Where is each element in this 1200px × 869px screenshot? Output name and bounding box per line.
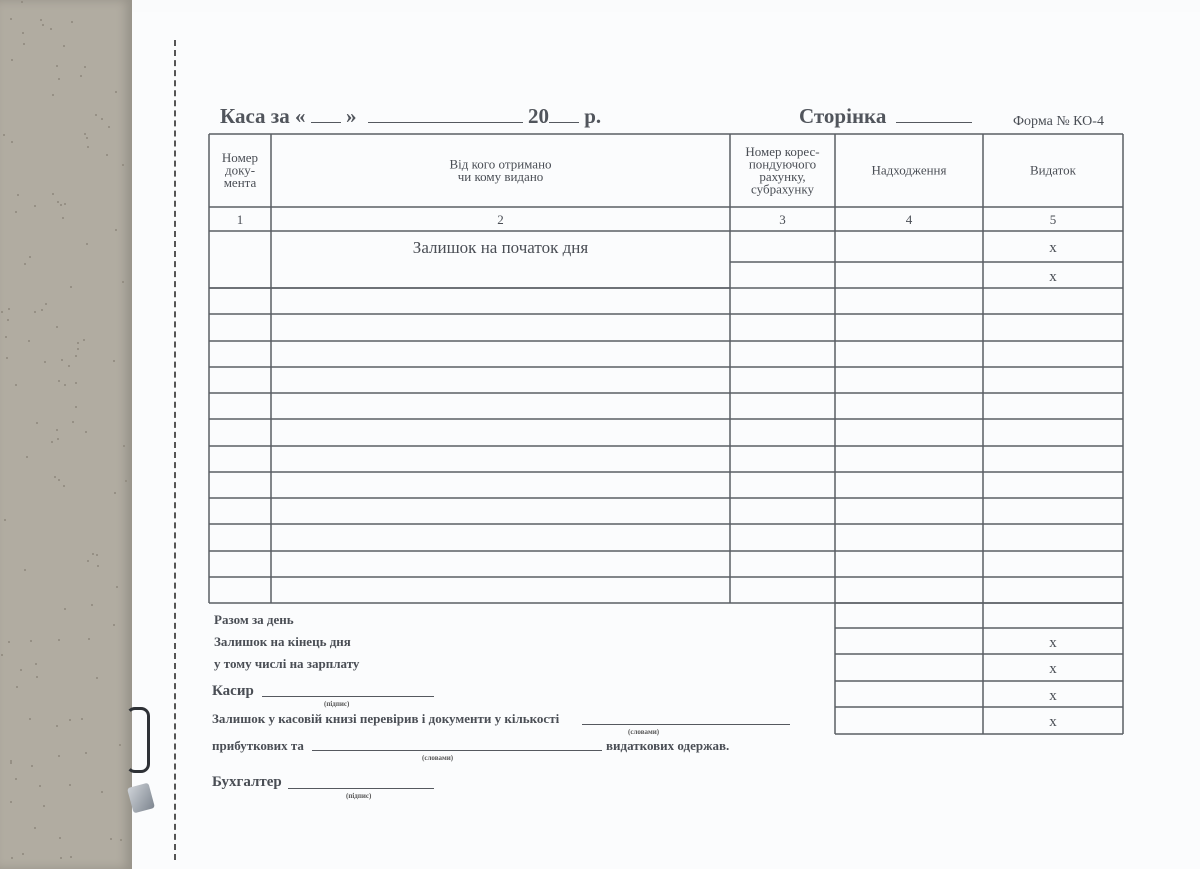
column-header-1-line-3: мента xyxy=(223,175,257,190)
incoming-count-line xyxy=(312,750,602,751)
cross-mark-footer-2: х xyxy=(1049,661,1057,677)
accountant-signature-caption: (підпис) xyxy=(346,792,372,800)
cross-mark-footer-1: х xyxy=(1049,635,1057,651)
column-header-2-line-1: Від кого отримано xyxy=(449,156,552,172)
column-header-3-line-4: субрахунку xyxy=(751,181,814,197)
words-caption-2: (словами) xyxy=(422,754,454,762)
column-number-3: 3 xyxy=(779,212,786,227)
column-header-1-line-2: доку- xyxy=(224,162,256,178)
total-per-day-label: Разом за день xyxy=(214,612,294,627)
cross-mark-opening-1: х xyxy=(1049,240,1057,256)
checked-text: Залишок у касовій книзі перевірив і документи у кількості xyxy=(212,711,560,726)
documents-count-line xyxy=(582,724,790,725)
column-header-3-line-2: пондуючого xyxy=(748,156,817,172)
opening-balance-label: Залишок на початок дня xyxy=(412,238,589,257)
column-header-5-line-1: Видаток xyxy=(1029,162,1077,178)
kasa-prefix: Каса за « xyxy=(220,104,306,128)
form-number: Форма № КО-4 xyxy=(1013,114,1104,129)
page-label: Сторінка xyxy=(799,104,887,128)
cashier-label: Касир xyxy=(212,683,254,699)
cashier-signature-caption: (підпис) xyxy=(324,700,350,708)
column-header-1-line-1: Номер xyxy=(221,150,259,165)
column-number-4: 4 xyxy=(905,212,913,227)
year-prefix: 20 xyxy=(527,104,549,128)
column-header-4-line-1: Надходження xyxy=(871,162,947,178)
outgoing-label: видаткових одержав. xyxy=(606,738,730,753)
accountant-signature-line xyxy=(288,788,434,789)
year-suffix: р. xyxy=(584,104,602,128)
column-number-2: 2 xyxy=(497,212,504,227)
cashier-signature-line xyxy=(262,696,434,697)
accountant-label: Бухгалтер xyxy=(212,774,282,790)
closing-balance-label: Залишок на кінець дня xyxy=(214,634,351,649)
cross-mark-opening-2: х xyxy=(1049,269,1057,285)
column-number-5: 5 xyxy=(1049,212,1057,227)
incoming-label: прибуткових та xyxy=(212,738,304,753)
cross-mark-footer-3: х xyxy=(1049,688,1057,704)
column-header-2-line-2: чи кому видано xyxy=(457,168,544,184)
cross-mark-footer-4: х xyxy=(1049,714,1057,730)
kasa-quote-close: » xyxy=(345,104,357,128)
column-header-3-line-3: рахунку, xyxy=(759,168,806,184)
words-caption-1: (словами) xyxy=(628,728,660,736)
column-header-3-line-1: Номер корес- xyxy=(745,143,820,159)
including-salary-label: у тому числі на зарплату xyxy=(214,656,360,671)
column-number-1: 1 xyxy=(236,212,244,227)
